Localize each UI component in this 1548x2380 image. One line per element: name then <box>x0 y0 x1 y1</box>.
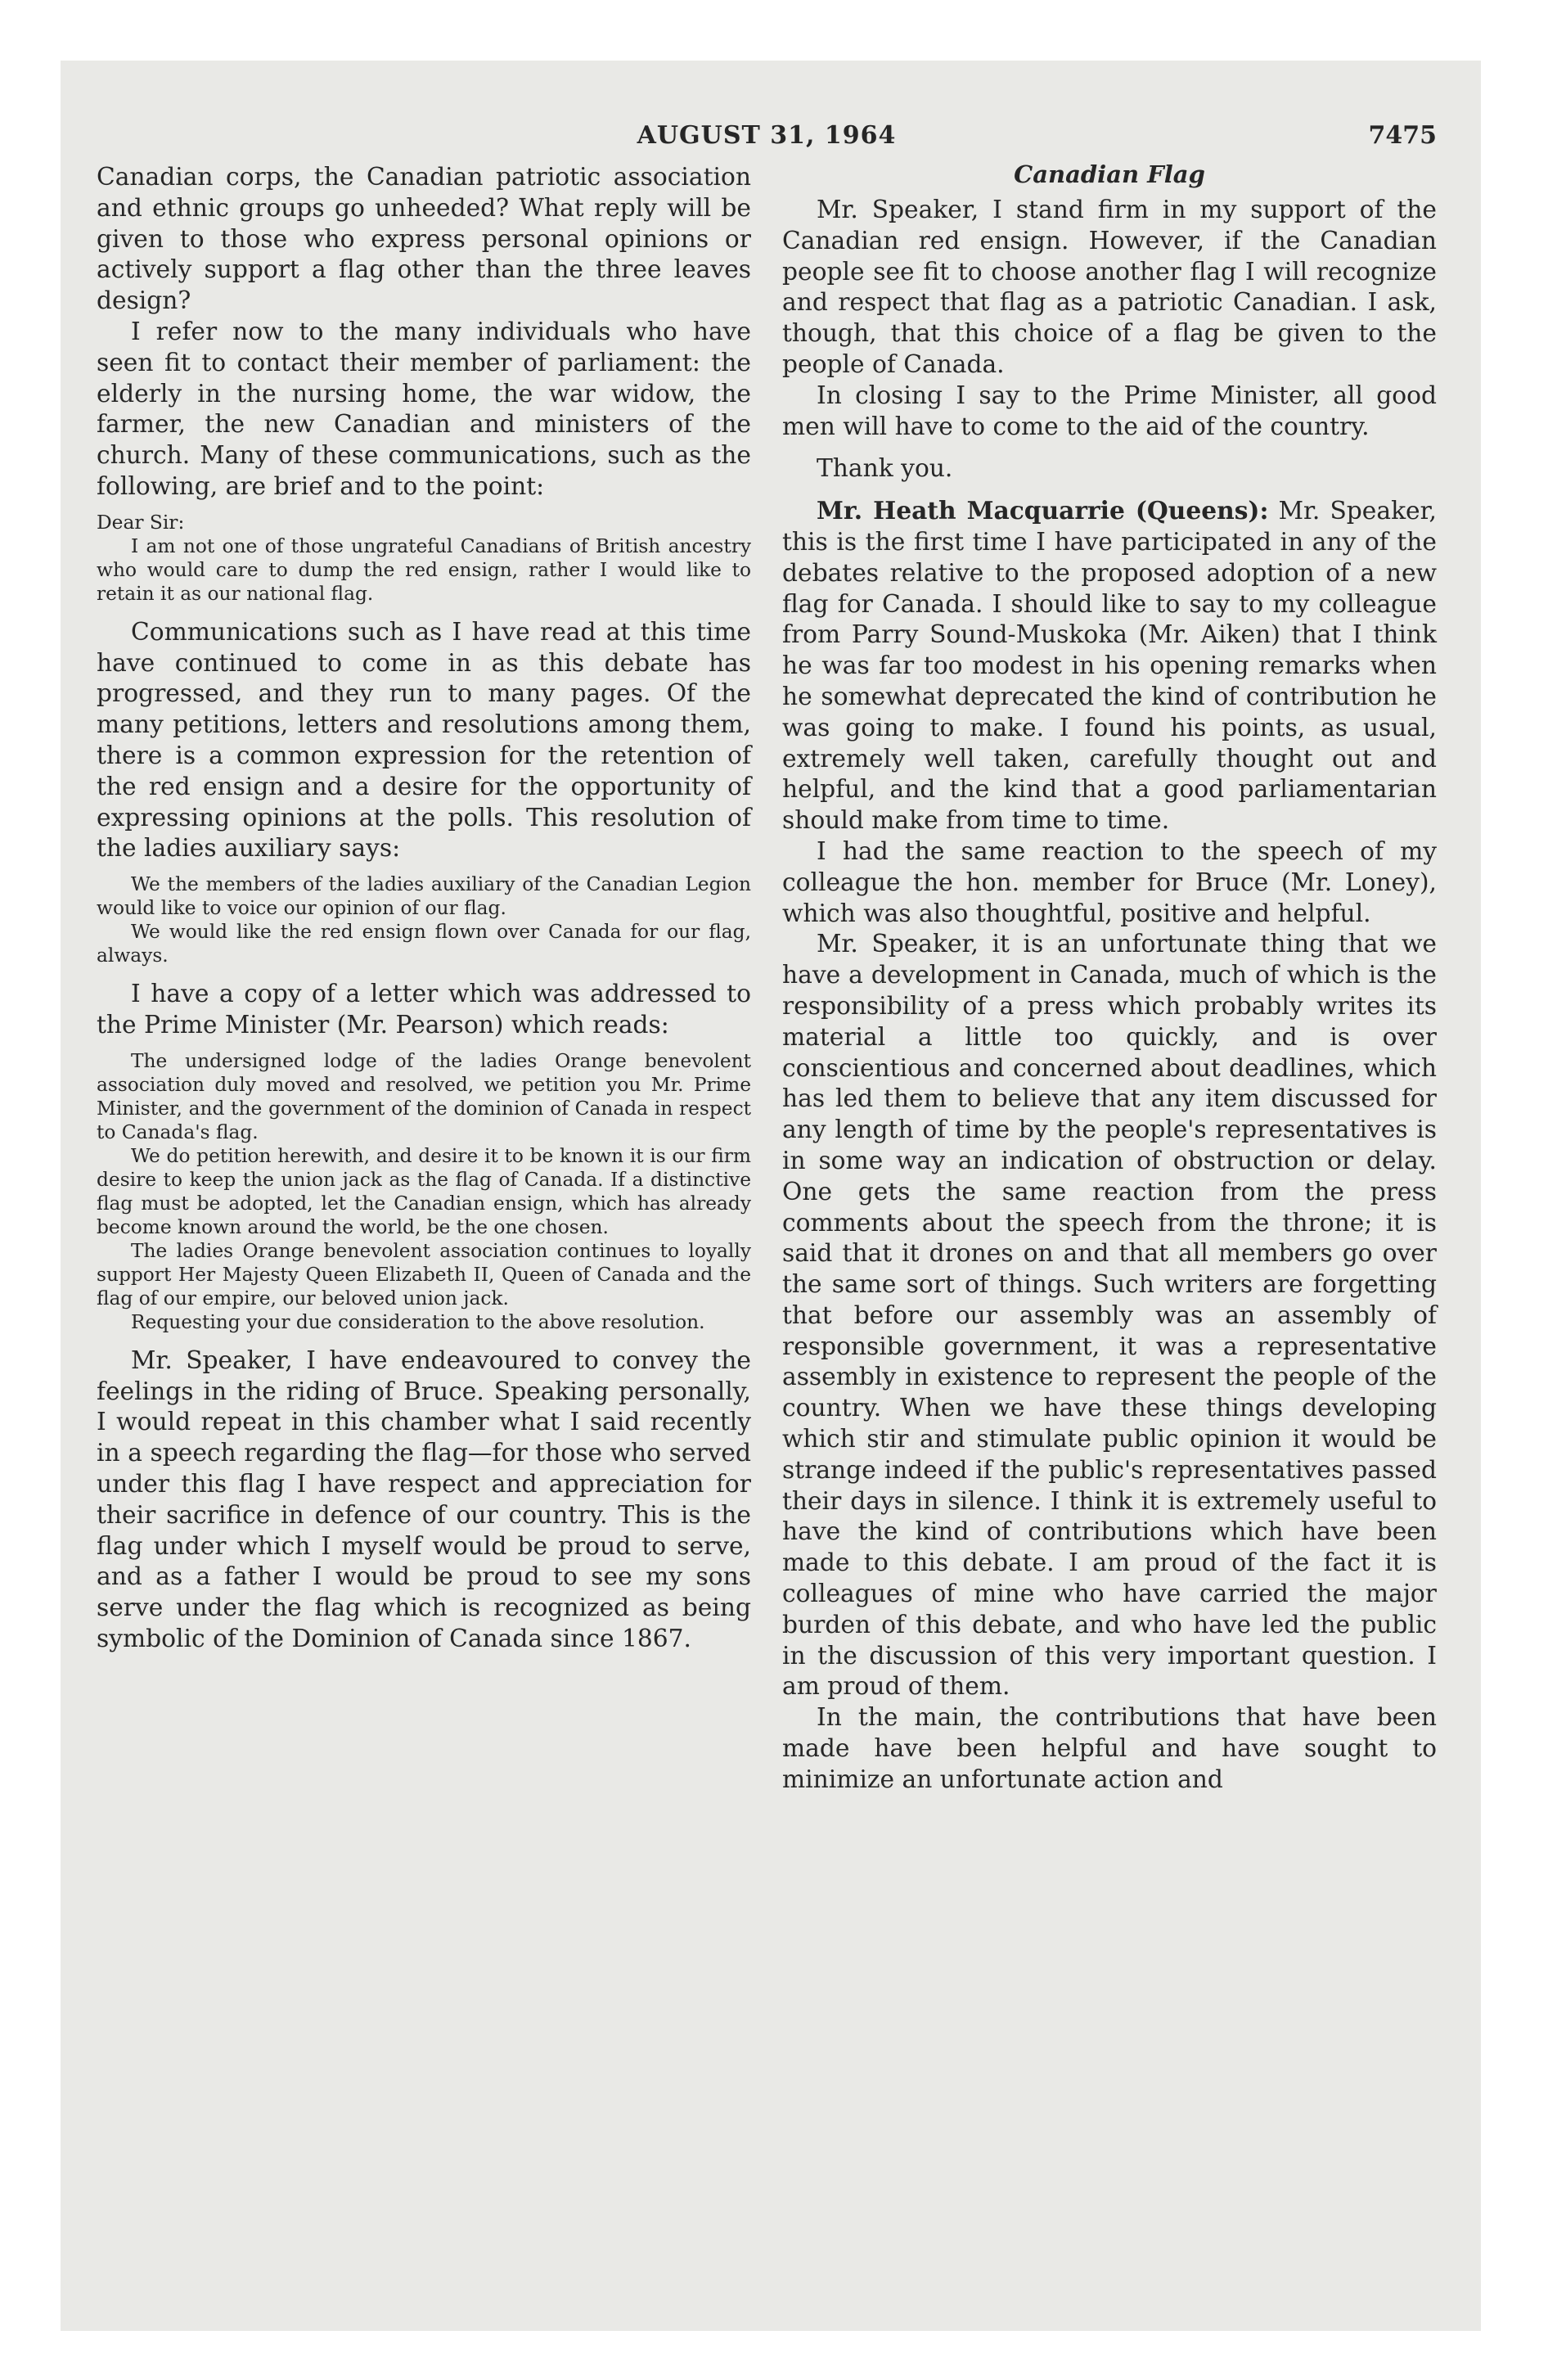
paragraph: Mr. Speaker, I have endeavoured to convey the feelings in the riding of Bruce. Speaking personally, I would repeat in this chamber what I said recently in a speech regarding the flag—for those who served under this flag I have respect and appreciation for their sacrifice in defence of our country. This is the flag under which I myself would be proud to serve, and as a father I would be proud to see my sons serve under the flag which is recognized as being symbolic of the Dominion of Canada since 1867. <box>97 1346 751 1653</box>
paragraph: Mr. Speaker, I stand firm in my support of the Canadian red ensign. However, if the Canadian people see fit to choose another flag I will recognize and respect that flag as a patriotic Canadian. I ask, though, that this choice of a flag be given to the people of Canada. <box>782 196 1437 379</box>
paragraph-speaker <box>782 496 1437 836</box>
paragraph: Canadian corps, the Canadian patriotic association and ethnic groups go unheeded? What reply will be given to those who express personal opinions or actively support a flag other than the three leaves design? <box>97 163 751 316</box>
quote-paragraph: We the members of the ladies auxiliary of the Canadian Legion would like to voice our opinion of our flag. <box>97 873 751 920</box>
letter-salutation: Dear Sir: <box>97 511 185 534</box>
page-number: 7475 <box>1368 121 1437 150</box>
paragraph: In the main, the contributions that have been made have been helpful and have sought to minimize an unfortunate action and <box>782 1703 1437 1794</box>
paragraph: I have a copy of a letter which was addressed to the Prime Minister (Mr. Pearson) which reads: <box>97 980 751 1039</box>
page-header <box>97 121 1437 154</box>
right-column <box>782 162 1437 1796</box>
paragraph: Mr. Speaker, it is an unfortunate thing that we have a development in Canada, much of which is the responsibility of a press which probably writes its material a little too quickly, and is over conscientious and concerned about deadlines, which has led them to believe that any item discussed for any length of time by the people's representatives is in some way an indication of obstruction or delay. One gets the same reaction from the press comments about the speech from the throne; it is said that it drones on and that all members go over the same sort of things. Such writers are forgetting that before our assembly was an assembly of responsible government, it was a representative assembly in existence to represent the people of the country. When we have these things developing which stir and stimulate public opinion it would be strange indeed if the public's representatives passed their days in silence. I think it is extremely useful to have the kind of contributions which have been made to this debate. I am proud of the fact it is colleagues of mine who have carried the major burden of this debate, and who have led the public in the discussion of this very important question. I am proud of them. <box>782 930 1437 1702</box>
paragraph: Thank you. <box>817 454 953 484</box>
speech-text: Mr. Speaker, this is the first time I have participated in any of the debates relative to the proposed adoption of a new flag for Canada. I should like to say to my colleague from Parry Sound-Muskoka (Mr. Aiken) that I think he was far too modest in his opening remarks when he somewhat deprecated the kind of contribution he was going to make. I found his points, as usual, extremely well taken, carefully thought out and helpful, and the kind that a good parliamentarian should make from time to time. <box>782 497 1437 836</box>
speaker-name: Mr. Heath Macquarrie (Queens): <box>817 497 1269 526</box>
header-date: AUGUST 31, 1964 <box>637 121 897 150</box>
quote-paragraph: We do petition herewith, and desire it to be known it is our firm desire to keep the union jack as the flag of Canada. If a distinctive flag must be adopted, let the Canadian ensign, which has already become known around the world, be the one chosen. <box>97 1144 751 1238</box>
paragraph: Communications such as I have read at this time have continued to come in as this debate has progressed, and they run to many pages. Of the many petitions, letters and resolutions among them, there is a common expression for the retention of the red ensign and a desire for the opportunity of expressing opinions at the polls. This resolution of the ladies auxiliary says: <box>97 617 751 863</box>
left-column <box>97 162 751 1655</box>
quoted-petition <box>97 1049 751 1334</box>
quote-paragraph: We would like the red ensign flown over Canada for our flag, always. <box>97 921 751 967</box>
paragraph: In closing I say to the Prime Minister, all good men will have to come to the aid of the country. <box>782 381 1437 441</box>
quoted-letter <box>97 511 751 606</box>
quote-paragraph: Requesting your due consideration to the above resolution. <box>131 1310 705 1333</box>
section-subheading: Canadian Flag <box>1014 160 1205 188</box>
quoted-resolution <box>97 872 751 967</box>
quote-paragraph: The ladies Orange benevolent association continues to loyally support Her Majesty Queen Elizabeth II, Queen of Canada and the flag of our empire, our beloved union jack. <box>97 1239 751 1309</box>
paragraph: I refer now to the many individuals who have seen fit to contact their member of parliament: the elderly in the nursing home, the war widow, the farmer, the new Canadian and ministers of the church. Many of these communications, such as the following, are brief and to the point: <box>97 317 751 501</box>
paragraph: I had the same reaction to the speech of my colleague the hon. member for Bruce (Mr. Loney), which was also thoughtful, positive and helpful. <box>782 836 1437 928</box>
quote-paragraph: I am not one of those ungrateful Canadians of British ancestry who would care to dump the red ensign, rather I would like to retain it as our national flag. <box>97 534 751 605</box>
quote-paragraph: The undersigned lodge of the ladies Orange benevolent association duly moved and resolved, we petition you Mr. Prime Minister, and the government of the dominion of Canada in respect to Canada's flag. <box>97 1049 751 1143</box>
